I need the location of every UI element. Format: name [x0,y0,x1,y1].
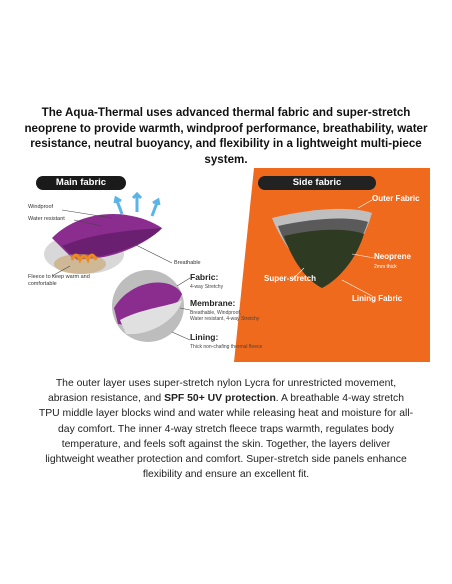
body-part-3: . A breathable 4-way stretch TPU middle layer blocks wind and water while releasing heat and moisture for all-day comfort. The inner 4-way stretch fleece traps warmth, regulates body temperature, and feels soft against the skin. Together, the layers deliver lightweight weather protection and comfort. Super-stretch side panels enhance flexibility and ensure an excellent fit. [38,393,414,481]
breathable-label: Breathable [174,260,201,266]
fabric-illustration [22,168,430,362]
membrane-desc-2: Water resistant, 4-way Stretchy [190,316,260,322]
body-paragraph [38,376,414,482]
neoprene-desc: 2mm thick [374,264,397,270]
body-part-2: SPF 50+ UV protection [164,393,276,405]
side-fabric-title: Side fabric [258,176,376,190]
water-resistant-label: Water resistant [28,216,65,222]
super-stretch-label: Super-stretch [264,274,317,283]
intro-heading: The Aqua-Thermal uses advanced thermal fabric and super-stretch neoprene to provide warmth, windproof performance, breathability, water resistance, neutral buoyancy, and flexibility in a lightweight multi-piece system. [24,106,428,166]
windproof-label: Windproof [28,204,54,210]
membrane-desc-1: Breathable, Windproof, [190,310,242,316]
fleece-label: Fleece to keep warm and comfortable [28,274,90,287]
outer-fabric-label: Outer Fabric [372,194,420,203]
lining-title: Lining: [190,332,219,342]
main-fabric-title: Main fabric [36,176,126,190]
fabric-desc: 4-way Stretchy [190,284,224,290]
body-part-1: The outer layer uses super-stretch nylon Lycra for unrestricted movement, abrasion resistance, and [47,378,397,405]
neoprene-label: Neoprene [374,252,411,261]
fabric-infographic [22,168,430,362]
membrane-title: Membrane: [190,298,236,308]
lining-fabric-label: Lining Fabric [352,294,403,303]
lining-desc: Thick non-chafing thermal fleece [190,344,263,350]
fabric-title: Fabric: [190,272,219,282]
